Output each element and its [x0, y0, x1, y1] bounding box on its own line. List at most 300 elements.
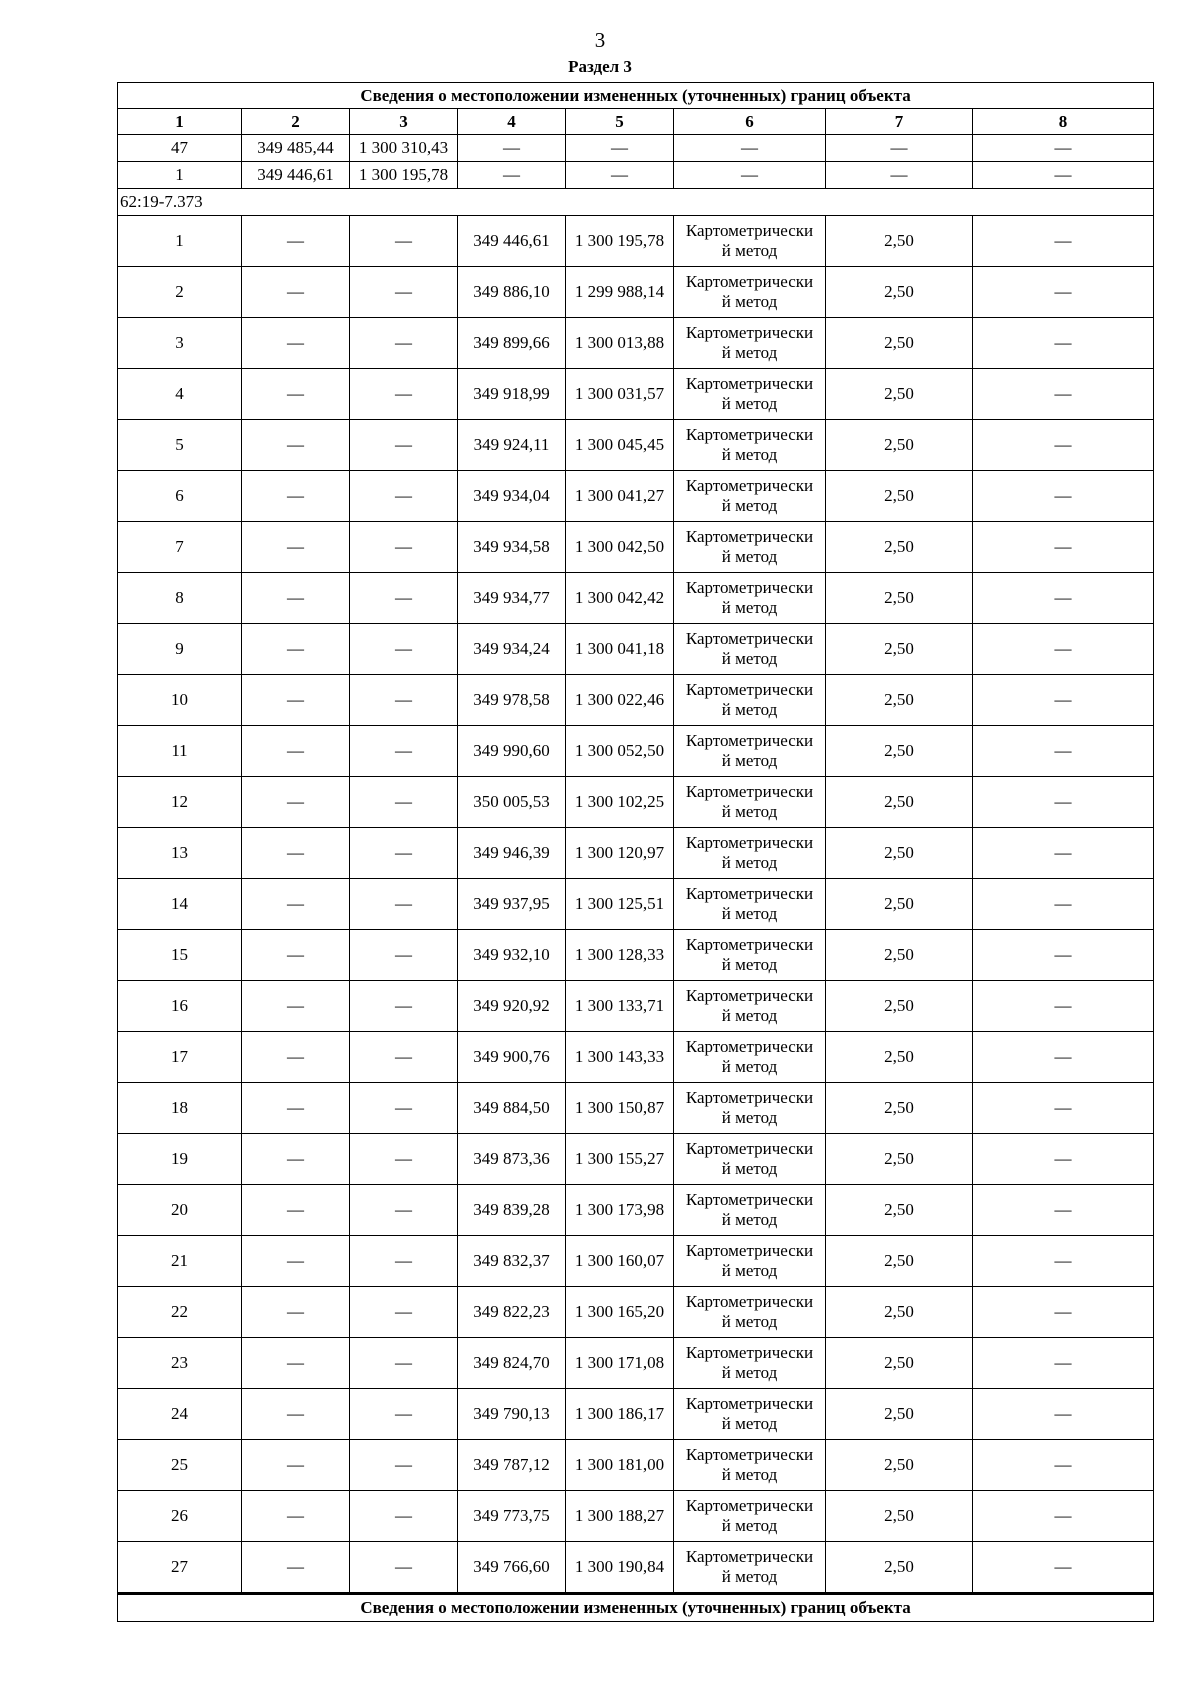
method-text-line: Картометрически: [685, 1292, 814, 1311]
empty-cell: —: [242, 675, 350, 726]
coordinate-x-cell: 349 934,77: [458, 573, 566, 624]
table-cell: —: [566, 135, 674, 162]
column-number-cell: 8: [973, 109, 1154, 135]
empty-cell: —: [242, 1032, 350, 1083]
empty-cell: —: [350, 573, 458, 624]
empty-cell: —: [242, 1287, 350, 1338]
empty-cell: —: [973, 828, 1154, 879]
method-cell: [674, 1542, 826, 1594]
method-cell: [674, 1491, 826, 1542]
table-row: [118, 1491, 1154, 1542]
method-cell: [674, 522, 826, 573]
empty-cell: —: [973, 420, 1154, 471]
method-text-line: Картометрически: [685, 884, 814, 903]
coordinate-y-cell: 1 300 155,27: [566, 1134, 674, 1185]
empty-cell: —: [350, 318, 458, 369]
coordinate-x-cell: 349 873,36: [458, 1134, 566, 1185]
accuracy-cell: 2,50: [826, 1083, 973, 1134]
coordinate-y-cell: 1 300 052,50: [566, 726, 674, 777]
method-cell: [674, 573, 826, 624]
coordinate-y-cell: 1 300 041,27: [566, 471, 674, 522]
column-number-cell: 6: [674, 109, 826, 135]
point-number-cell: 20: [118, 1185, 242, 1236]
empty-cell: —: [973, 1032, 1154, 1083]
point-number-cell: 18: [118, 1083, 242, 1134]
empty-cell: —: [242, 1542, 350, 1594]
coordinate-y-cell: 1 299 988,14: [566, 267, 674, 318]
empty-cell: —: [973, 879, 1154, 930]
method-text-line: й метод: [721, 1108, 778, 1127]
point-number-cell: 6: [118, 471, 242, 522]
accuracy-cell: 2,50: [826, 1236, 973, 1287]
column-number-cell: 4: [458, 109, 566, 135]
method-text-line: й метод: [721, 241, 778, 260]
empty-cell: —: [242, 1440, 350, 1491]
table-row: [118, 1389, 1154, 1440]
accuracy-cell: 2,50: [826, 522, 973, 573]
coordinate-x-cell: 349 924,11: [458, 420, 566, 471]
empty-cell: —: [350, 522, 458, 573]
table-row: [118, 1032, 1154, 1083]
empty-cell: —: [242, 420, 350, 471]
empty-cell: —: [350, 1032, 458, 1083]
method-text-line: й метод: [721, 343, 778, 362]
empty-cell: —: [973, 1542, 1154, 1594]
point-number-cell: 1: [118, 216, 242, 267]
method-text-line: й метод: [721, 1312, 778, 1331]
method-text-line: й метод: [721, 1465, 778, 1484]
method-cell: [674, 726, 826, 777]
page-number: 3: [594, 28, 606, 52]
table-row: [118, 522, 1154, 573]
method-cell: [674, 930, 826, 981]
coordinate-y-cell: 1 300 190,84: [566, 1542, 674, 1594]
method-text-line: Картометрически: [685, 782, 814, 801]
method-cell: [674, 1236, 826, 1287]
coordinate-x-cell: 349 773,75: [458, 1491, 566, 1542]
method-text-line: й метод: [721, 1006, 778, 1025]
coordinate-y-cell: 1 300 181,00: [566, 1440, 674, 1491]
table-cell: —: [674, 135, 826, 162]
coordinate-x-cell: 349 787,12: [458, 1440, 566, 1491]
method-text-line: Картометрически: [685, 1088, 814, 1107]
point-number-cell: 24: [118, 1389, 242, 1440]
method-cell: [674, 318, 826, 369]
point-number-cell: 23: [118, 1338, 242, 1389]
coordinate-y-cell: 1 300 188,27: [566, 1491, 674, 1542]
accuracy-cell: 2,50: [826, 1389, 973, 1440]
empty-cell: —: [350, 1389, 458, 1440]
point-number-cell: 26: [118, 1491, 242, 1542]
table-row: [118, 675, 1154, 726]
empty-cell: —: [350, 726, 458, 777]
empty-cell: —: [242, 1338, 350, 1389]
table-row: [118, 162, 1154, 189]
accuracy-cell: 2,50: [826, 828, 973, 879]
empty-cell: —: [350, 1338, 458, 1389]
table-cell: 47: [118, 135, 242, 162]
method-text-line: Картометрически: [685, 272, 814, 291]
method-text-line: й метод: [721, 955, 778, 974]
column-number-cell: 7: [826, 109, 973, 135]
accuracy-cell: 2,50: [826, 420, 973, 471]
accuracy-cell: 2,50: [826, 1134, 973, 1185]
empty-cell: —: [350, 879, 458, 930]
table-row: [118, 624, 1154, 675]
point-number-cell: 15: [118, 930, 242, 981]
point-number-cell: 8: [118, 573, 242, 624]
table-row: [118, 1542, 1154, 1594]
table-row: [118, 981, 1154, 1032]
method-text-line: й метод: [721, 853, 778, 872]
column-number-cell: 2: [242, 109, 350, 135]
coordinate-x-cell: 349 822,23: [458, 1287, 566, 1338]
method-text-line: й метод: [721, 904, 778, 923]
method-text-line: Картометрически: [685, 578, 814, 597]
coordinate-y-cell: 1 300 150,87: [566, 1083, 674, 1134]
table-row: [118, 1440, 1154, 1491]
coordinate-x-cell: 349 932,10: [458, 930, 566, 981]
coordinate-y-cell: 1 300 041,18: [566, 624, 674, 675]
accuracy-cell: 2,50: [826, 726, 973, 777]
coordinate-y-cell: 1 300 128,33: [566, 930, 674, 981]
accuracy-cell: 2,50: [826, 930, 973, 981]
coordinate-x-cell: 349 937,95: [458, 879, 566, 930]
accuracy-cell: 2,50: [826, 879, 973, 930]
method-cell: [674, 981, 826, 1032]
table-row: [118, 777, 1154, 828]
coordinate-x-cell: 349 886,10: [458, 267, 566, 318]
point-number-cell: 11: [118, 726, 242, 777]
empty-cell: —: [242, 1083, 350, 1134]
empty-cell: —: [242, 369, 350, 420]
coordinate-x-cell: 349 918,99: [458, 369, 566, 420]
table-row: [118, 930, 1154, 981]
method-cell: [674, 1083, 826, 1134]
empty-cell: —: [973, 981, 1154, 1032]
empty-cell: —: [242, 1491, 350, 1542]
empty-cell: —: [350, 1287, 458, 1338]
method-text-line: Картометрически: [685, 425, 814, 444]
table-row: [118, 267, 1154, 318]
method-text-line: Картометрически: [685, 1343, 814, 1362]
coordinate-y-cell: 1 300 042,50: [566, 522, 674, 573]
empty-cell: —: [350, 471, 458, 522]
cadastral-number: 62:19-7.373: [118, 189, 1154, 216]
coordinate-y-cell: 1 300 120,97: [566, 828, 674, 879]
empty-cell: —: [350, 369, 458, 420]
empty-cell: —: [973, 216, 1154, 267]
table-cell: 1 300 195,78: [350, 162, 458, 189]
method-text-line: Картометрически: [685, 986, 814, 1005]
method-text-line: Картометрически: [685, 374, 814, 393]
table-row: [118, 471, 1154, 522]
empty-cell: —: [242, 981, 350, 1032]
method-text-line: й метод: [721, 649, 778, 668]
empty-cell: —: [242, 573, 350, 624]
empty-cell: —: [973, 1440, 1154, 1491]
accuracy-cell: 2,50: [826, 471, 973, 522]
empty-cell: —: [350, 1440, 458, 1491]
table-cell: —: [826, 135, 973, 162]
method-cell: [674, 624, 826, 675]
method-text-line: й метод: [721, 1363, 778, 1382]
table-row: [118, 1236, 1154, 1287]
method-text-line: й метод: [721, 700, 778, 719]
coordinate-y-cell: 1 300 171,08: [566, 1338, 674, 1389]
cadastral-number-row: [118, 189, 1154, 216]
method-text-line: й метод: [721, 598, 778, 617]
point-number-cell: 5: [118, 420, 242, 471]
method-cell: [674, 1287, 826, 1338]
coordinate-y-cell: 1 300 022,46: [566, 675, 674, 726]
method-text-line: Картометрически: [685, 476, 814, 495]
table-cell: 349 485,44: [242, 135, 350, 162]
coordinate-x-cell: 349 832,37: [458, 1236, 566, 1287]
accuracy-cell: 2,50: [826, 1491, 973, 1542]
empty-cell: —: [350, 675, 458, 726]
table-cell: —: [566, 162, 674, 189]
accuracy-cell: 2,50: [826, 1542, 973, 1594]
point-number-cell: 16: [118, 981, 242, 1032]
empty-cell: —: [973, 1491, 1154, 1542]
point-number-cell: 17: [118, 1032, 242, 1083]
point-number-cell: 2: [118, 267, 242, 318]
method-cell: [674, 1440, 826, 1491]
empty-cell: —: [973, 267, 1154, 318]
empty-cell: —: [973, 369, 1154, 420]
table-cell: —: [973, 135, 1154, 162]
accuracy-cell: 2,50: [826, 777, 973, 828]
coordinate-y-cell: 1 300 173,98: [566, 1185, 674, 1236]
coordinate-x-cell: 349 900,76: [458, 1032, 566, 1083]
point-number-cell: 14: [118, 879, 242, 930]
point-number-cell: 9: [118, 624, 242, 675]
coordinate-x-cell: 349 790,13: [458, 1389, 566, 1440]
accuracy-cell: 2,50: [826, 624, 973, 675]
method-cell: [674, 777, 826, 828]
method-text-line: й метод: [721, 292, 778, 311]
method-text-line: й метод: [721, 547, 778, 566]
method-cell: [674, 1134, 826, 1185]
table-row: [118, 369, 1154, 420]
empty-cell: —: [242, 471, 350, 522]
point-number-cell: 12: [118, 777, 242, 828]
empty-cell: —: [973, 573, 1154, 624]
coordinate-x-cell: 349 884,50: [458, 1083, 566, 1134]
table-row: [118, 1134, 1154, 1185]
table-row: [118, 573, 1154, 624]
empty-cell: —: [973, 675, 1154, 726]
method-text-line: й метод: [721, 394, 778, 413]
empty-cell: —: [973, 471, 1154, 522]
table-row: [118, 318, 1154, 369]
table-row: [118, 216, 1154, 267]
point-number-cell: 19: [118, 1134, 242, 1185]
coordinate-y-cell: 1 300 165,20: [566, 1287, 674, 1338]
empty-cell: —: [350, 1542, 458, 1594]
empty-cell: —: [242, 1134, 350, 1185]
coordinate-x-cell: 349 899,66: [458, 318, 566, 369]
table-row: [118, 135, 1154, 162]
empty-cell: —: [350, 216, 458, 267]
empty-cell: —: [973, 1287, 1154, 1338]
table-cell: 1: [118, 162, 242, 189]
method-cell: [674, 828, 826, 879]
empty-cell: —: [350, 1491, 458, 1542]
method-cell: [674, 216, 826, 267]
coordinate-y-cell: 1 300 186,17: [566, 1389, 674, 1440]
coordinate-x-cell: 349 934,04: [458, 471, 566, 522]
empty-cell: —: [242, 624, 350, 675]
coordinate-x-cell: 349 934,24: [458, 624, 566, 675]
table-cell: 349 446,61: [242, 162, 350, 189]
column-number-cell: 5: [566, 109, 674, 135]
table-row: [118, 726, 1154, 777]
empty-cell: —: [973, 1185, 1154, 1236]
empty-cell: —: [973, 1083, 1154, 1134]
table-cell: —: [674, 162, 826, 189]
method-cell: [674, 420, 826, 471]
method-text-line: Картометрически: [685, 1445, 814, 1464]
empty-cell: —: [350, 1134, 458, 1185]
point-number-cell: 21: [118, 1236, 242, 1287]
coordinate-y-cell: 1 300 031,57: [566, 369, 674, 420]
column-number-cell: 3: [350, 109, 458, 135]
method-text-line: й метод: [721, 1567, 778, 1586]
empty-cell: —: [242, 522, 350, 573]
table-row: [118, 1287, 1154, 1338]
coordinate-x-cell: 349 446,61: [458, 216, 566, 267]
table-cell: —: [458, 135, 566, 162]
empty-cell: —: [350, 828, 458, 879]
accuracy-cell: 2,50: [826, 369, 973, 420]
point-number-cell: 7: [118, 522, 242, 573]
empty-cell: —: [242, 930, 350, 981]
column-number-row: [118, 109, 1154, 135]
method-text-line: й метод: [721, 1210, 778, 1229]
coordinate-x-cell: 349 990,60: [458, 726, 566, 777]
method-text-line: Картометрически: [685, 1496, 814, 1515]
table-row: [118, 1083, 1154, 1134]
empty-cell: —: [350, 1083, 458, 1134]
accuracy-cell: 2,50: [826, 216, 973, 267]
method-cell: [674, 1032, 826, 1083]
empty-cell: —: [350, 1236, 458, 1287]
table-title: Сведения о местоположении измененных (уточненных) границ объекта: [118, 83, 1154, 109]
accuracy-cell: 2,50: [826, 981, 973, 1032]
point-number-cell: 25: [118, 1440, 242, 1491]
empty-cell: —: [242, 318, 350, 369]
coordinate-x-cell: 349 920,92: [458, 981, 566, 1032]
coordinate-y-cell: 1 300 125,51: [566, 879, 674, 930]
empty-cell: —: [242, 777, 350, 828]
coordinate-x-cell: 349 839,28: [458, 1185, 566, 1236]
table-cell: —: [973, 162, 1154, 189]
method-text-line: Картометрически: [685, 1241, 814, 1260]
table-row: [118, 828, 1154, 879]
table-row: [118, 879, 1154, 930]
method-text-line: й метод: [721, 751, 778, 770]
empty-cell: —: [973, 1134, 1154, 1185]
method-text-line: Картометрически: [685, 323, 814, 342]
method-text-line: й метод: [721, 496, 778, 515]
coordinate-y-cell: 1 300 195,78: [566, 216, 674, 267]
table-row: [118, 1185, 1154, 1236]
method-text-line: Картометрически: [685, 1139, 814, 1158]
empty-cell: —: [973, 318, 1154, 369]
empty-cell: —: [973, 1338, 1154, 1389]
empty-cell: —: [973, 1236, 1154, 1287]
point-number-cell: 13: [118, 828, 242, 879]
accuracy-cell: 2,50: [826, 1032, 973, 1083]
point-number-cell: 10: [118, 675, 242, 726]
method-text-line: й метод: [721, 1261, 778, 1280]
coordinate-y-cell: 1 300 143,33: [566, 1032, 674, 1083]
accuracy-cell: 2,50: [826, 318, 973, 369]
method-text-line: Картометрически: [685, 731, 814, 750]
empty-cell: —: [350, 420, 458, 471]
method-text-line: Картометрически: [685, 527, 814, 546]
method-cell: [674, 879, 826, 930]
empty-cell: —: [350, 624, 458, 675]
accuracy-cell: 2,50: [826, 573, 973, 624]
method-text-line: й метод: [721, 445, 778, 464]
point-number-cell: 3: [118, 318, 242, 369]
empty-cell: —: [242, 726, 350, 777]
coordinate-y-cell: 1 300 102,25: [566, 777, 674, 828]
method-text-line: Картометрически: [685, 1190, 814, 1209]
empty-cell: —: [973, 624, 1154, 675]
method-text-line: Картометрически: [685, 221, 814, 240]
table-row: [118, 1338, 1154, 1389]
method-text-line: Картометрически: [685, 1394, 814, 1413]
method-text-line: й метод: [721, 1414, 778, 1433]
method-text-line: Картометрически: [685, 1547, 814, 1566]
table-cell: 1 300 310,43: [350, 135, 458, 162]
empty-cell: —: [350, 981, 458, 1032]
accuracy-cell: 2,50: [826, 1185, 973, 1236]
coordinate-x-cell: 349 824,70: [458, 1338, 566, 1389]
method-text-line: Картометрически: [685, 833, 814, 852]
method-text-line: Картометрически: [685, 629, 814, 648]
empty-cell: —: [973, 777, 1154, 828]
coordinate-x-cell: 349 934,58: [458, 522, 566, 573]
empty-cell: —: [242, 1389, 350, 1440]
coordinate-x-cell: 349 946,39: [458, 828, 566, 879]
empty-cell: —: [973, 1389, 1154, 1440]
empty-cell: —: [242, 267, 350, 318]
empty-cell: —: [242, 1236, 350, 1287]
footer-title: Сведения о местоположении измененных (уточненных) границ объекта: [118, 1594, 1154, 1622]
section-title: Раздел 3: [568, 57, 632, 76]
accuracy-cell: 2,50: [826, 1287, 973, 1338]
coordinate-x-cell: 350 005,53: [458, 777, 566, 828]
empty-cell: —: [973, 522, 1154, 573]
accuracy-cell: 2,50: [826, 675, 973, 726]
method-text-line: й метод: [721, 1516, 778, 1535]
table-cell: —: [826, 162, 973, 189]
method-text-line: Картометрически: [685, 935, 814, 954]
accuracy-cell: 2,50: [826, 267, 973, 318]
method-cell: [674, 267, 826, 318]
empty-cell: —: [242, 216, 350, 267]
table-row: [118, 420, 1154, 471]
method-cell: [674, 1389, 826, 1440]
method-text-line: й метод: [721, 1057, 778, 1076]
method-text-line: Картометрически: [685, 680, 814, 699]
coordinate-x-cell: 349 766,60: [458, 1542, 566, 1594]
